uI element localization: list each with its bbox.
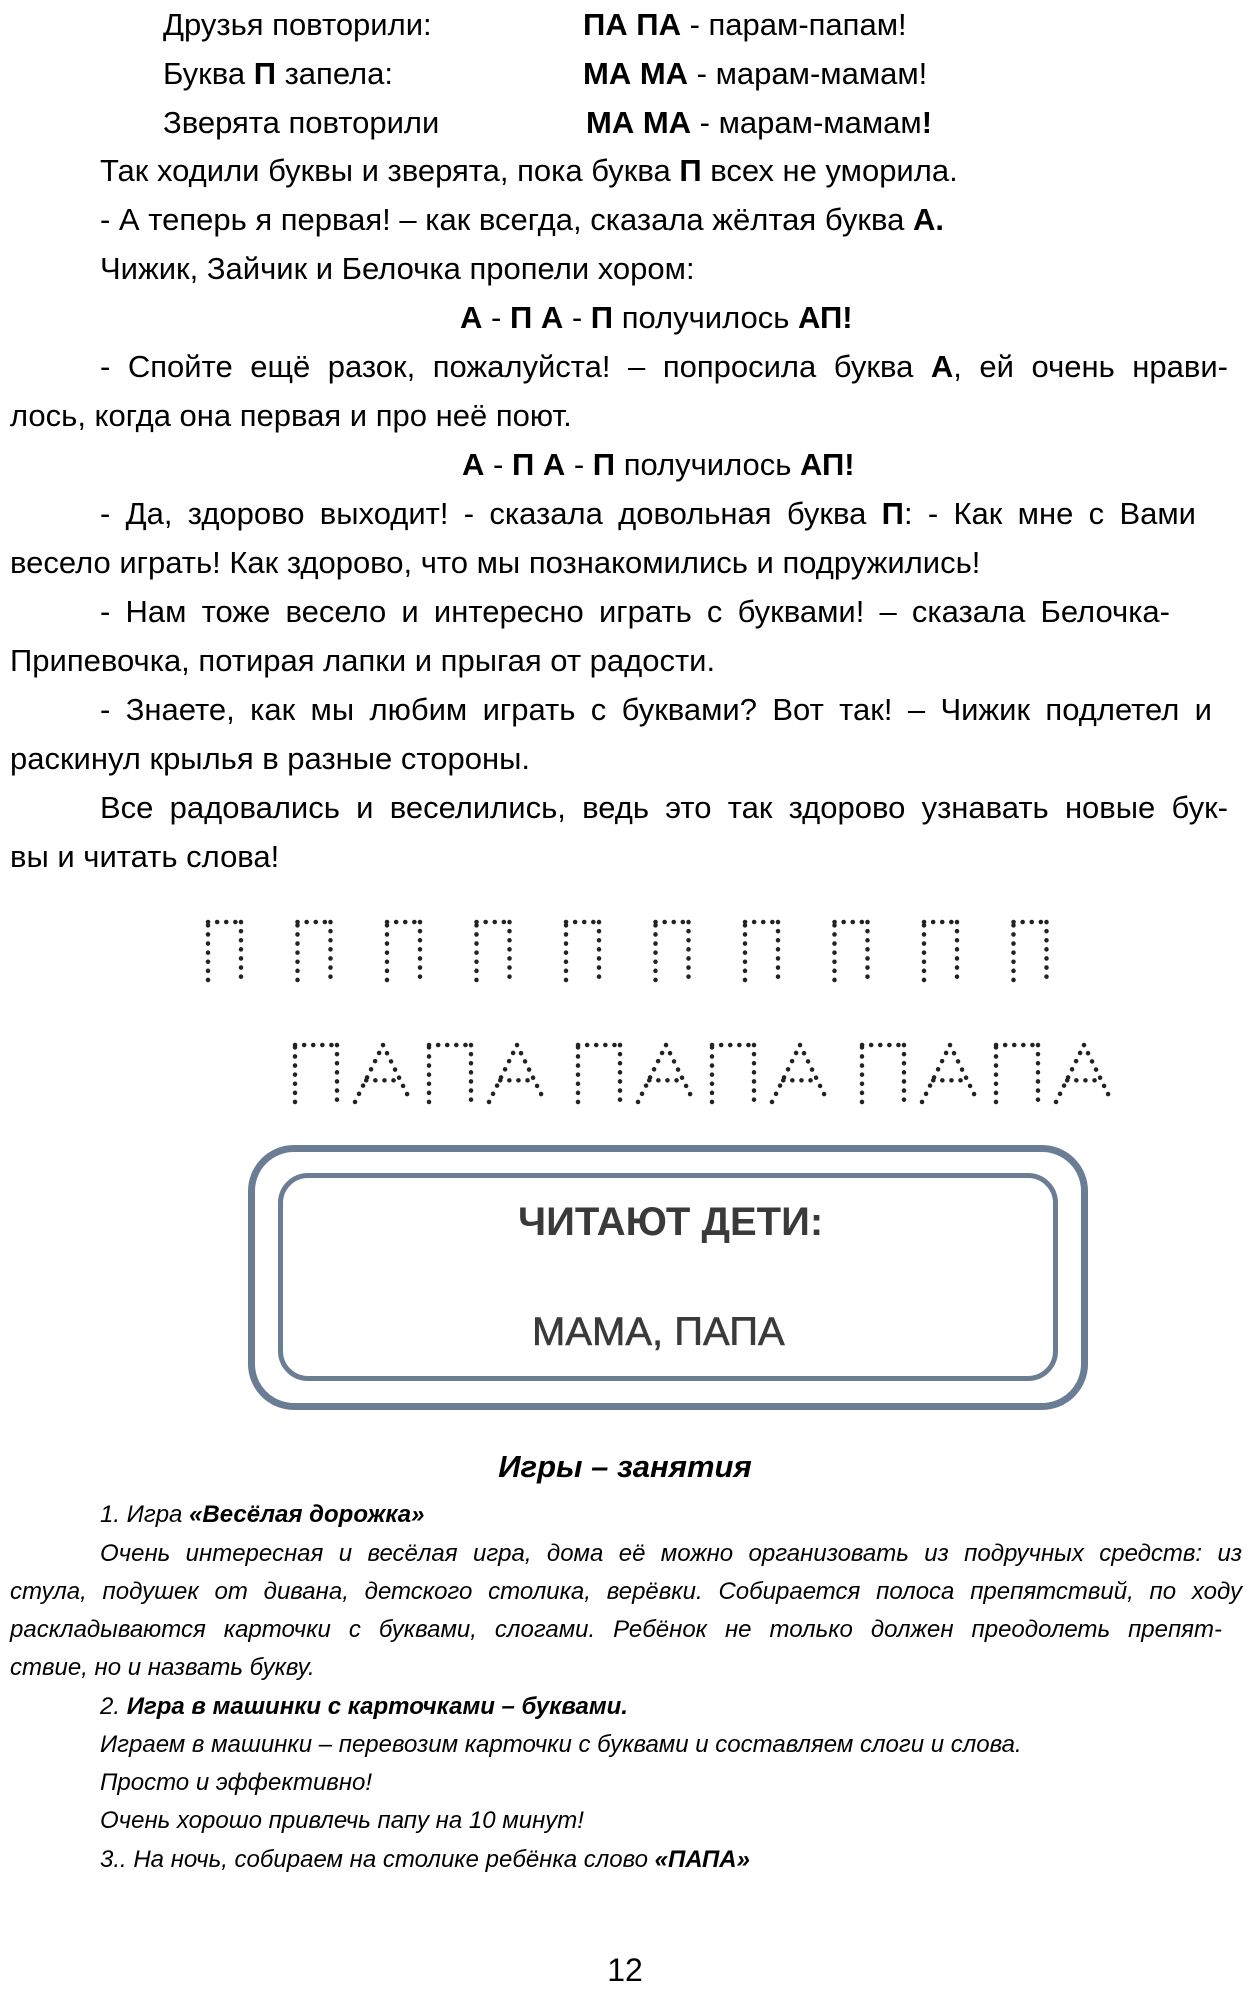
game-2-title: 2. Игра в машинки с карточками – буквами.: [100, 1693, 628, 1720]
poem-line-1-label: Друзья повторили:: [163, 7, 432, 42]
game-2-text-line-1: Играем в машинки – перевозим карточки с буквами и составляем слоги и слова.: [100, 1731, 1022, 1758]
poem-line-1-syllables: ПА ПА - парам-папам!: [583, 7, 907, 42]
poem-line-3-syllables: МА МА - марам-мамам!: [586, 105, 933, 140]
tracing-letter-p-7: [745, 922, 778, 980]
tracing-letter-p-1: [208, 922, 241, 980]
tracing-word-1-letter-2: [355, 1045, 411, 1102]
paragraph-sing-again-line-1: - Спойте ещё разок, пожалуйста! – попросила буква А, ей очень нрави-: [100, 349, 1228, 384]
paragraph-chorus-intro: Чижик, Зайчик и Белочка пропели хором:: [100, 251, 695, 286]
tracing-letter-p-10: [1014, 922, 1047, 980]
tracing-word-3-letter-3: [996, 1045, 1038, 1102]
tracing-word-3-letter-4: [1056, 1045, 1112, 1102]
poem-line-3-label: Зверята повторили: [163, 105, 440, 140]
paragraph-p-pleased-line-2: весело играть! Как здорово, что мы познакомились и подружились!: [10, 545, 981, 580]
game-1-text-line-2: стула, подушек от дивана, детского столика, верёвки. Собирается полоса препятствий, по ходу: [10, 1578, 1242, 1605]
chorus-line-1: А - П А - П получилось АП!: [460, 300, 853, 335]
tracing-word-3-letter-2: [922, 1045, 978, 1102]
game-2-text-line-2: Просто и эффективно!: [100, 1769, 373, 1796]
paragraph-chizhik-line-1: - Знаете, как мы любим играть с буквами? Вот так! – Чижик подлетел и: [100, 692, 1212, 727]
tracing-word-1-letter-3: [429, 1045, 471, 1102]
paragraph-a-first: - А теперь я первая! – как всегда, сказала жёлтая буква А.: [100, 202, 944, 237]
chorus-line-2: А - П А - П получилось АП!: [462, 447, 855, 482]
paragraph-chizhik-line-2: раскинул крылья в разные стороны.: [10, 741, 530, 776]
paragraph-p-pleased-line-1: - Да, здорово выходит! - сказала довольная буква П: - Как мне с Вами: [100, 496, 1196, 531]
game-2-text-line-3: Очень хорошо привлечь папу на 10 минут!: [100, 1807, 584, 1834]
tracing-letter-p-2: [298, 922, 331, 980]
reading-box-title: ЧИТАЮТ ДЕТИ:: [518, 1200, 824, 1244]
tracing-word-2-letter-3: [712, 1045, 754, 1102]
game-1-text-line-1: Очень интересная и весёлая игра, дома её можно организовать из подручных средств: из: [100, 1540, 1242, 1567]
tracing-word-row: [295, 1045, 1112, 1102]
paragraph-letters-walked: Так ходили буквы и зверята, пока буква П всех не уморила.: [100, 153, 958, 188]
game-1-text-line-3: раскладываются карточки с буквами, слогами. Ребёнок не только должен преодолеть препят-: [10, 1616, 1222, 1643]
paragraph-joy-line-1: Все радовались и веселились, ведь это так здорово узнавать новые бук-: [100, 790, 1228, 825]
tracing-word-1-letter-1: [295, 1045, 337, 1102]
reading-box-words: МАМА, ПАПА: [532, 1310, 785, 1354]
poem-line-2-label: Буква П запела:: [163, 56, 393, 91]
paragraph-sing-again-line-2: лось, когда она первая и про неё поют.: [10, 398, 572, 433]
tracing-word-2-letter-2: [638, 1045, 694, 1102]
game-3-text: 3.. На ночь, собираем на столике ребёнка слово «ПАПА»: [100, 1846, 750, 1873]
games-heading: Игры – занятия: [498, 1449, 752, 1484]
tracing-word-3-letter-1: [862, 1045, 904, 1102]
tracing-letter-p-4: [477, 922, 510, 980]
paragraph-squirrel-line-2: Припевочка, потирая лапки и прыгая от радости.: [10, 643, 716, 678]
page-number: 12: [607, 1952, 643, 1988]
poem-line-2-syllables: МА МА - марам-мамам!: [583, 56, 928, 91]
game-1-title: 1. Игра «Весёлая дорожка»: [100, 1501, 425, 1528]
tracing-letter-p-3: [387, 922, 420, 980]
tracing-letter-row: [208, 922, 1047, 980]
tracing-word-1-letter-4: [489, 1045, 545, 1102]
tracing-word-2-letter-4: [772, 1045, 828, 1102]
tracing-word-2-letter-1: [578, 1045, 620, 1102]
tracing-letter-p-9: [924, 922, 957, 980]
tracing-letter-p-8: [835, 922, 868, 980]
game-1-text-line-4: ствие, но и назвать букву.: [10, 1654, 315, 1681]
tracing-letter-p-5: [566, 922, 599, 980]
tracing-letter-p-6: [656, 922, 689, 980]
paragraph-squirrel-line-1: - Нам тоже весело и интересно играть с буквами! – сказала Белочка-: [100, 594, 1170, 629]
paragraph-joy-line-2: вы и читать слова!: [10, 839, 280, 874]
